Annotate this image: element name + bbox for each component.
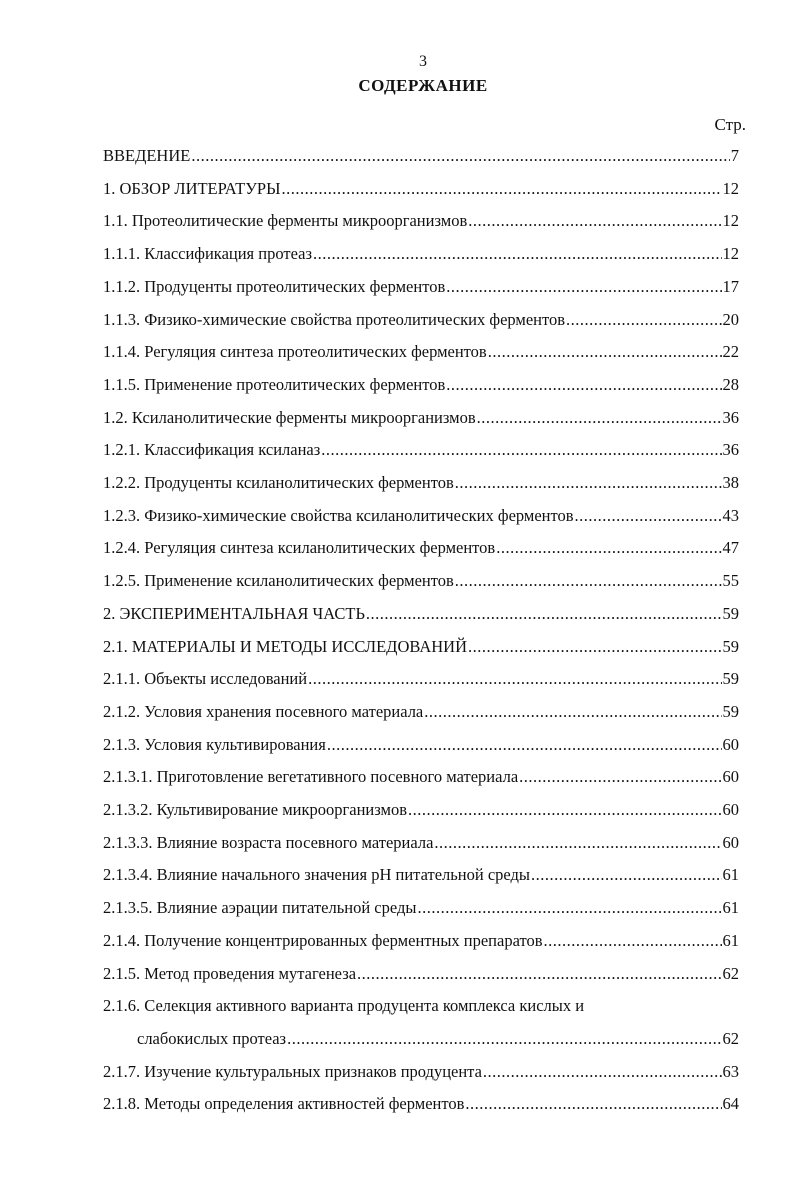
toc-entry	[103, 702, 739, 726]
toc-entry-page: 59	[722, 604, 739, 623]
toc-entry-label: 1.1.5. Применение протеолитических ферментов	[103, 375, 446, 394]
toc-entry-label: 2.1.6. Селекция активного варианта продуцента комплекса кислых и	[103, 996, 585, 1015]
toc-entry-page: 63	[722, 1062, 739, 1081]
leader-dots	[455, 571, 722, 591]
toc-entry-label: 1.2.5. Применение ксиланолитических ферментов	[103, 571, 454, 590]
toc-entry-label: 2.1.3.3. Влияние возраста посевного материала	[103, 833, 434, 852]
toc-entry	[103, 310, 739, 334]
toc-entry	[103, 964, 739, 988]
toc-entry-page: 12	[722, 211, 739, 230]
toc-entry	[103, 865, 739, 889]
page-number: 3	[419, 53, 427, 70]
leader-dots	[531, 865, 722, 885]
toc-entry-page: 20	[722, 310, 739, 329]
toc-entry-page: 12	[722, 244, 739, 263]
leader-dots	[566, 310, 721, 330]
leader-dots	[477, 408, 722, 428]
toc-entry-label: 1.1.1. Классификация протеаз	[103, 244, 312, 263]
toc-entry	[103, 637, 739, 661]
toc-entry-label: слабокислых протеаз	[137, 1029, 287, 1048]
leader-dots	[424, 702, 721, 722]
toc-entry-page: 61	[722, 931, 739, 950]
toc-entry-label: 2.1.1. Объекты исследований	[103, 669, 308, 688]
leader-dots	[434, 833, 721, 853]
toc-entry	[103, 342, 739, 366]
toc-entry-label: 2.1. МАТЕРИАЛЫ И МЕТОДЫ ИССЛЕДОВАНИЙ	[103, 637, 467, 656]
toc-entry-page: 60	[722, 800, 739, 819]
leader-dots	[575, 506, 722, 526]
toc-entry-label: 2.1.4. Получение концентрированных ферментных препаратов	[103, 931, 543, 950]
toc-entry	[103, 440, 739, 464]
toc-entry	[103, 996, 584, 1016]
toc-entry	[103, 1094, 739, 1118]
toc-entry-page: 28	[722, 375, 739, 394]
leader-dots	[357, 964, 721, 984]
toc-entry	[103, 669, 739, 693]
leader-dots	[308, 669, 721, 689]
leader-dots	[468, 637, 722, 657]
toc-entry-page: 59	[722, 637, 739, 656]
toc-entry-label: 2.1.3.1. Приготовление вегетативного посевного материала	[103, 767, 519, 786]
toc-entry-label: 1.2.3. Физико-химические свойства ксиланолитических ферментов	[103, 506, 574, 525]
toc-entry-page: 59	[722, 669, 739, 688]
leader-dots	[446, 375, 721, 395]
toc-entry-label: 1.1. Протеолитические ферменты микроорганизмов	[103, 211, 468, 230]
toc-entry	[103, 767, 739, 791]
toc-entry-label: 2.1.3.2. Культивирование микроорганизмов	[103, 800, 408, 819]
toc-entry-label: 1.1.3. Физико-химические свойства протеолитических ферментов	[103, 310, 566, 329]
leader-dots	[327, 735, 722, 755]
toc-entry-page: 59	[722, 702, 739, 721]
toc-entry-label: 1. ОБЗОР ЛИТЕРАТУРЫ	[103, 179, 281, 198]
toc-entry	[103, 473, 739, 497]
toc-entry-page: 62	[722, 1029, 739, 1048]
toc-entry-page: 36	[722, 408, 739, 427]
toc-entry	[103, 898, 739, 922]
toc-entry-page: 55	[722, 571, 739, 590]
toc-entry	[103, 735, 739, 759]
leader-dots	[366, 604, 722, 624]
toc-entry-label: 2.1.5. Метод проведения мутагенеза	[103, 964, 357, 983]
toc-entry-label: 2.1.3.4. Влияние начального значения pH питательной среды	[103, 865, 530, 884]
toc-entry	[103, 931, 739, 955]
leader-dots	[282, 179, 722, 199]
toc-entry	[103, 506, 739, 530]
leader-dots	[519, 767, 721, 787]
toc-entry-label: 1.2.4. Регуляция синтеза ксиланолитических ферментов	[103, 538, 496, 557]
toc-entry	[103, 538, 739, 562]
leader-dots	[287, 1029, 721, 1049]
toc-entry-label: 2.1.3.5. Влияние аэрации питательной среды	[103, 898, 417, 917]
toc-entry-page: 61	[722, 865, 739, 884]
toc-entry	[103, 604, 739, 628]
toc-entry	[137, 1029, 739, 1053]
toc-entry	[103, 277, 739, 301]
leader-dots	[313, 244, 722, 264]
toc-entry-page: 17	[722, 277, 739, 296]
toc-entry-page: 22	[722, 342, 739, 361]
toc-entry	[103, 146, 739, 170]
toc-entry-page: 7	[730, 146, 739, 165]
leader-dots	[488, 342, 722, 362]
toc-entry-page: 38	[722, 473, 739, 492]
toc-entry-label: 1.2.1. Классификация ксиланаз	[103, 440, 321, 459]
toc-entry-label: 2.1.7. Изучение культуральных признаков продуцента	[103, 1062, 482, 1081]
toc-entry-page: 60	[722, 735, 739, 754]
toc-entry-page: 60	[722, 833, 739, 852]
page-column-header: Стр.	[714, 115, 746, 134]
toc-entry-page: 60	[722, 767, 739, 786]
leader-dots	[465, 1094, 721, 1114]
toc-entry-label: 2.1.2. Условия хранения посевного материала	[103, 702, 424, 721]
toc-entry	[103, 179, 739, 203]
toc-entry	[103, 244, 739, 268]
toc-entry-label: 1.1.4. Регуляция синтеза протеолитических ферментов	[103, 342, 487, 361]
toc-entry	[103, 571, 739, 595]
page-title: СОДЕРЖАНИЕ	[358, 76, 488, 95]
toc-entry-page: 64	[722, 1094, 739, 1113]
toc-entry-label: 2. ЭКСПЕРИМЕНТАЛЬНАЯ ЧАСТЬ	[103, 604, 365, 623]
leader-dots	[417, 898, 721, 918]
toc-entry-label: 1.2. Ксиланолитические ферменты микроорганизмов	[103, 408, 476, 427]
leader-dots	[468, 211, 721, 231]
toc-entry-page: 36	[722, 440, 739, 459]
leader-dots	[446, 277, 721, 297]
leader-dots	[483, 1062, 722, 1082]
leader-dots	[321, 440, 721, 460]
toc-entry-label: ВВЕДЕНИЕ	[103, 146, 191, 165]
toc-entry-label: 2.1.3. Условия культивирования	[103, 735, 326, 754]
toc-entry-page: 61	[722, 898, 739, 917]
toc-entry	[103, 1062, 739, 1086]
toc-entry-page: 47	[722, 538, 739, 557]
toc-entry	[103, 833, 739, 857]
toc-entry	[103, 211, 739, 235]
toc-entry-page: 43	[722, 506, 739, 525]
leader-dots	[455, 473, 722, 493]
toc-entry-label: 1.1.2. Продуценты протеолитических ферментов	[103, 277, 446, 296]
leader-dots	[496, 538, 721, 558]
leader-dots	[544, 931, 722, 951]
toc-entry	[103, 408, 739, 432]
toc-entry	[103, 375, 739, 399]
leader-dots	[191, 146, 729, 166]
toc-entry	[103, 800, 739, 824]
toc-entry-page: 12	[722, 179, 739, 198]
toc-entry-label: 2.1.8. Методы определения активностей ферментов	[103, 1094, 465, 1113]
toc-entry-label: 1.2.2. Продуценты ксиланолитических ферментов	[103, 473, 454, 492]
leader-dots	[408, 800, 721, 820]
toc-entry-page: 62	[722, 964, 739, 983]
